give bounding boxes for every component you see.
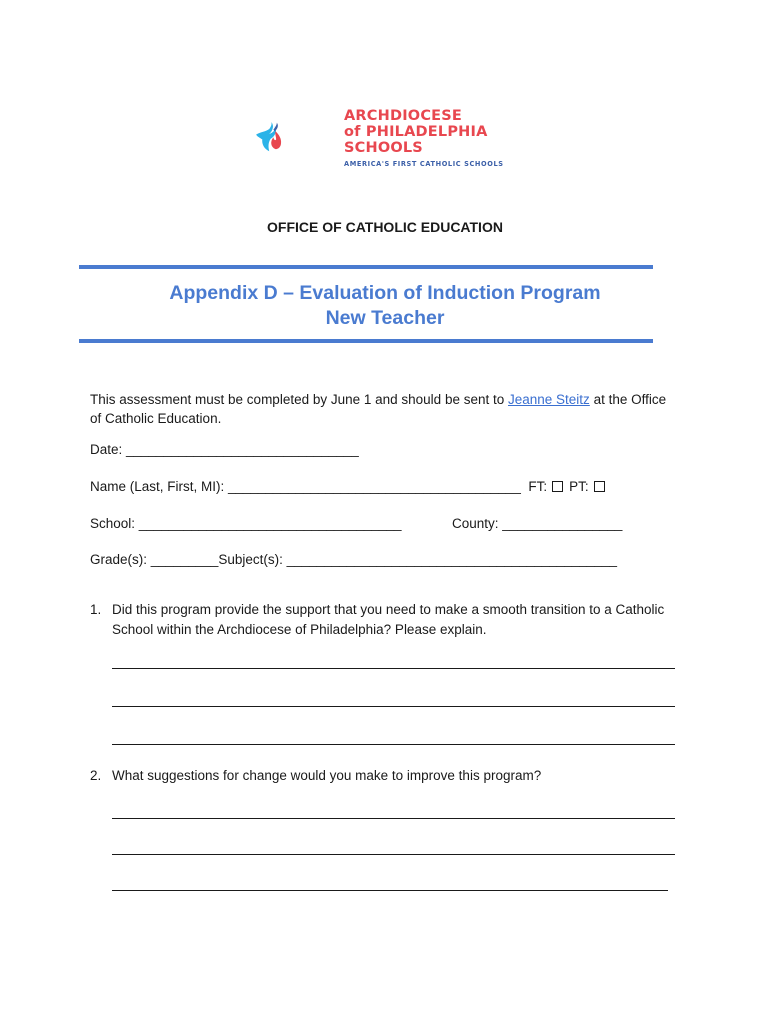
pt-label: PT:: [569, 479, 589, 494]
logo-line-2: of PHILADELPHIA: [344, 124, 488, 140]
question-number: 1.: [90, 602, 102, 617]
ft-checkbox[interactable]: [552, 481, 563, 492]
bottom-divider: [79, 339, 653, 343]
answer-line[interactable]: [112, 854, 675, 856]
name-row: [90, 479, 611, 494]
question-text: What suggestions for change would you make to improve this program?: [112, 768, 542, 783]
answer-line[interactable]: [112, 706, 675, 708]
contact-link[interactable]: Jeanne Steitz: [508, 392, 590, 407]
title-line-1: Appendix D – Evaluation of Induction Program: [169, 282, 601, 304]
question-text: Did this program provide the support that you need to make a smooth transition to a Catholic School within the Archdiocese of Philadelphia? Please explain.: [112, 602, 665, 637]
page-title: [0, 281, 770, 331]
logo-wordmark: [344, 108, 504, 168]
answer-line[interactable]: [112, 744, 675, 746]
question-number: 2.: [90, 768, 102, 783]
top-divider: [79, 265, 653, 269]
pt-checkbox[interactable]: [594, 481, 605, 492]
grade-subject-field[interactable]: Grade(s): _________Subject(s): ____________________________________________: [90, 552, 617, 567]
date-field[interactable]: Date: _______________________________: [90, 442, 359, 457]
intro-paragraph: [90, 390, 670, 428]
question-2: [90, 766, 670, 786]
school-field[interactable]: School: ___________________________________: [90, 516, 402, 531]
logo-line-1: ARCHDIOCESE: [344, 108, 463, 124]
intro-text-end: at the Office of Catholic Education.: [90, 392, 667, 426]
title-line-2: New Teacher: [325, 307, 445, 329]
name-field[interactable]: Name (Last, First, MI): _______________________________________ FT:: [90, 479, 548, 494]
office-heading: OFFICE OF CATHOLIC EDUCATION: [267, 219, 503, 235]
answer-line[interactable]: [112, 890, 668, 892]
archdiocese-logo: [254, 92, 344, 182]
answer-line[interactable]: [112, 818, 675, 820]
answer-line[interactable]: [112, 668, 675, 670]
question-1: [90, 600, 670, 640]
county-field[interactable]: County: ________________: [452, 516, 623, 531]
intro-text: This assessment must be completed by June 1 and should be sent to: [90, 392, 508, 407]
logo-tagline: AMERICA'S FIRST CATHOLIC SCHOOLS: [344, 160, 504, 168]
logo-line-3: SCHOOLS: [344, 140, 423, 156]
